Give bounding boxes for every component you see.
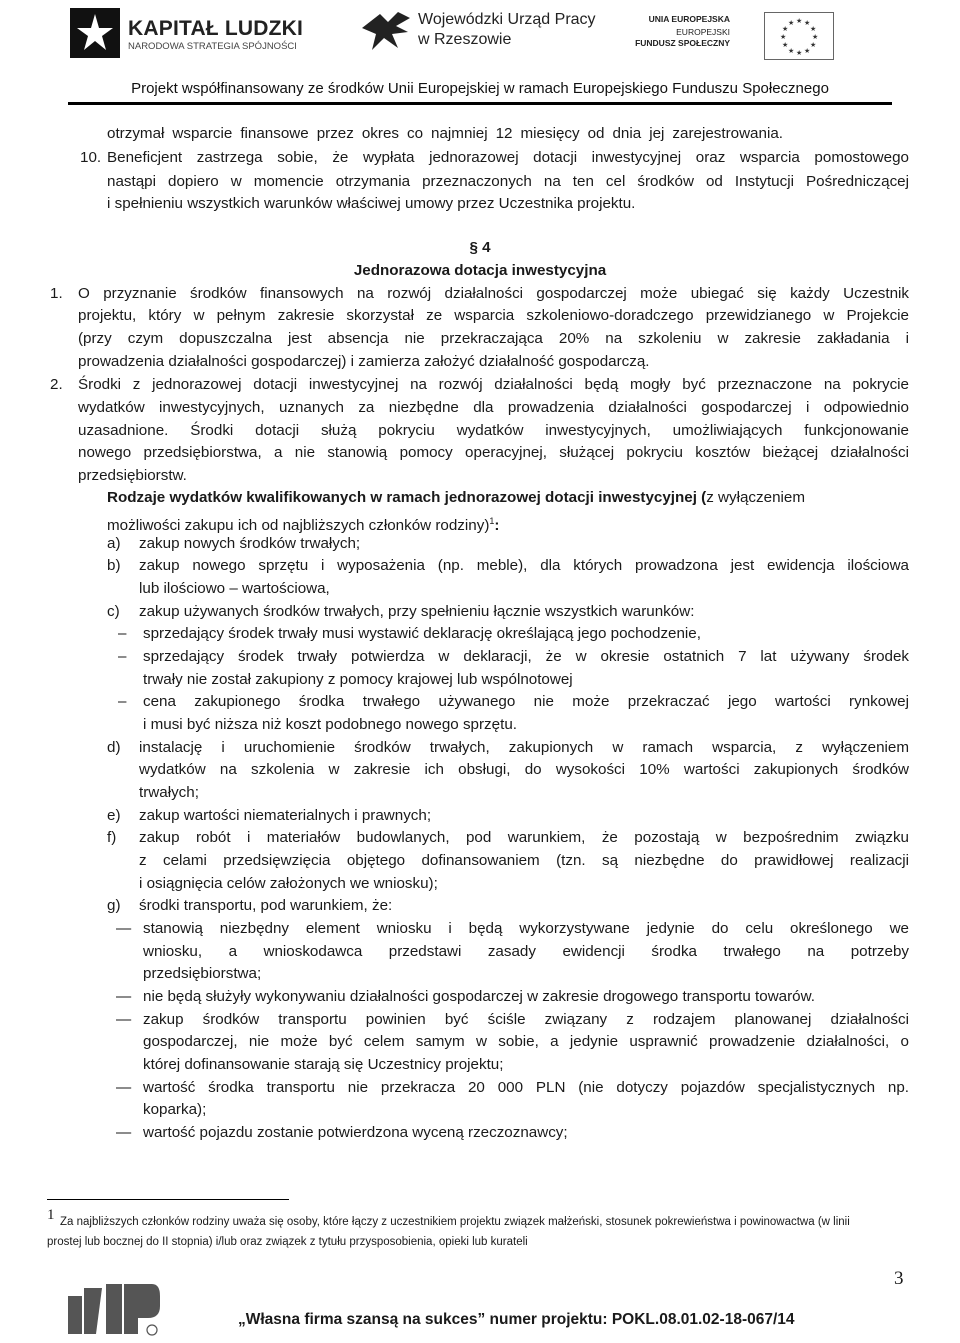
- item-d-line3: trwałych;: [139, 784, 199, 801]
- paragraph-1-line4: prowadzenia działalności gospodarczej) i zamierza założyć działalność gospodarczą.: [78, 353, 650, 370]
- item-g-dash4-line2: koparka);: [143, 1101, 207, 1118]
- item-c-dash2-line2: trwały nie został zakupiony z pomocy krajowej lub wspólnotowej: [143, 671, 573, 688]
- page-number: 3: [894, 1268, 904, 1289]
- item-c-dash2-marker: –: [118, 648, 127, 665]
- item-g-dash1-marker: —: [116, 920, 132, 937]
- item-e-label: e): [107, 807, 121, 824]
- item-f-line2: z celami przedsięwzięcia objętego dofinansowaniem (tzn. są niezbędne do prawidłowej realizacji: [139, 852, 909, 869]
- item-g-dash1-line3: przedsiębiorstwa;: [143, 965, 262, 982]
- paragraph-1-number: 1.: [50, 285, 63, 302]
- item-d-line1: instalację i uruchomienie środków trwałych, zakupionych w ramach wsparcia, z wyłączeniem: [139, 739, 909, 756]
- item-c-dash3-marker: –: [118, 693, 127, 710]
- paragraph-2-line5: przedsiębiorstw.: [78, 467, 187, 484]
- item-d-label: d): [107, 739, 121, 756]
- eu-line2: EUROPEJSKI: [676, 27, 730, 37]
- project-cofinancing-line: Projekt współfinansowany ze środków Unii Europejskiej w ramach Europejskiego Funduszu Społecznego: [131, 80, 829, 97]
- paragraph-2-line2: wydatków inwestycyjnych, uznanych za niezbędne dla prowadzenia działalności gospodarczej i odpowiednio: [78, 399, 909, 416]
- wup-name-line1: Wojewódzki Urząd Pracy: [418, 11, 596, 28]
- kapital-ludzki-subtitle: NARODOWA STRATEGIA SPÓJNOŚCI: [128, 41, 297, 52]
- item-c-dash2-line1: sprzedający środek trwały potwierdza w deklaracji, że w okresie ostatnich 7 lat używany środek: [143, 648, 909, 665]
- footnote-divider: [47, 1199, 289, 1200]
- kinds-heading-line2: [107, 511, 499, 536]
- svg-text:★: ★: [788, 47, 795, 55]
- svg-text:★: ★: [804, 19, 811, 27]
- item-c-line1: zakup używanych środków trwałych, przy spełnieniu łącznie wszystkich warunków:: [139, 603, 695, 620]
- paragraph-2-line4: nowego przedsiębiorstwa, a nie stanowią pomocy operacyjnej, służącej pokryciu kosztów bieżącej działalności: [78, 444, 909, 461]
- svg-text:★: ★: [796, 49, 803, 57]
- svg-text:★: ★: [796, 17, 803, 25]
- footnote-reference[interactable]: 1: [489, 516, 495, 526]
- paragraph-1-line1: O przyznanie środków finansowych na rozwój działalności gospodarczej może ubiegać się każdy Uczestnik: [78, 285, 909, 302]
- item-g-dash3-line2: gospodarczej, nie może być celem samym w sobie, a jedynie usprawnić prowadzenie działalności, o: [143, 1033, 909, 1050]
- item-g-dash4-marker: —: [116, 1079, 132, 1096]
- kinds-heading-bold: Rodzaje wydatków kwalifikowanych w ramach jednorazowej dotacji inwestycyjnej (: [107, 489, 707, 506]
- svg-text:★: ★: [810, 41, 817, 49]
- kinds-heading-line1: [107, 488, 805, 508]
- paragraph-1-line2: projektu, który w pełnym zakresie skorzystał ze wsparcia szkoleniowo-doradczego przewidzianego w Projekcie: [78, 307, 909, 324]
- item-g-label: g): [107, 897, 121, 914]
- section-number: § 4: [469, 239, 491, 256]
- svg-text:★: ★: [804, 47, 811, 55]
- svg-text:★: ★: [782, 25, 789, 33]
- kinds-heading-rest: z wyłączeniem: [706, 489, 805, 506]
- item-f-line3: i osiągnięcia celów założonych we wniosku);: [139, 875, 438, 892]
- paragraph-2-number: 2.: [50, 376, 63, 393]
- item-a-line1: zakup nowych środków trwałych;: [139, 535, 361, 552]
- kinds-heading-text: możliwości zakupu ich od najbliższych członków rodziny): [107, 517, 490, 535]
- item-g-dash3-line1: zakup środków transportu powinien być ściśle związany z rodzajem planowanej działalności: [143, 1011, 909, 1028]
- svg-text:★: ★: [780, 33, 787, 41]
- eu-line1: UNIA EUROPEJSKA: [648, 14, 730, 24]
- item-e-line1: zakup wartości niematerialnych i prawnych;: [139, 807, 432, 824]
- intro-line: otrzymał wsparcie finansowe przez okres co najmniej 12 miesięcy od dnia jej zarejestrowania.: [107, 125, 783, 142]
- item-g-dash2-marker: —: [116, 988, 132, 1005]
- item-10-number: 10.: [80, 149, 102, 166]
- project-slogan: „Własna firma szansą na sukces” numer projektu: POKL.08.01.02-18-067/14: [238, 1311, 795, 1328]
- item-g-dash3-line3: której dofinansowanie starają się Uczestnicy projektu;: [143, 1056, 504, 1073]
- item-g-dash2-line1: nie będą służyły wykonywaniu działalności gospodarczej w zakresie drogowego transportu towarów.: [143, 988, 815, 1005]
- item-g-dash5-marker: —: [116, 1124, 132, 1141]
- item-a-label: a): [107, 535, 121, 552]
- item-b-line2: lub ilościowo – wartościowa,: [139, 580, 330, 597]
- item-10-line3: i spełnieniu wszystkich warunków właściwej umowy przez Uczestnika projektu.: [107, 195, 636, 212]
- paragraph-2-line1: Środki z jednorazowej dotacji inwestycyjnej na rozwój działalności będą mogły być przeznaczone na pokrycie: [78, 376, 909, 393]
- footnote-line2: prostej lub bocznej do II stopnia) i/lub oraz związek z tytułu przysposobienia, opieki lub kurateli: [47, 1236, 528, 1248]
- paragraph-2-line3: uzasadnione. Środki dotacji służą pokryciu wydatków inwestycyjnych, umożliwiających funkcjonowanie: [78, 422, 909, 439]
- item-g-dash3-marker: —: [116, 1011, 132, 1028]
- wup-name-line2: w Rzeszowie: [418, 31, 512, 48]
- item-g-dash1-line1: stanowią niezbędny element wniosku i będą wykorzystywane jedynie do celu określonego we: [143, 920, 909, 937]
- item-f-label: f): [107, 829, 117, 846]
- kinds-heading-colon: :: [494, 517, 500, 535]
- item-g-dash5-line1: wartość pojazdu zostanie potwierdzona wyceną rzeczoznawcy;: [143, 1124, 568, 1141]
- item-c-dash3-line2: i musi być niższa niż koszt podobnego nowego sprzętu.: [143, 716, 517, 733]
- eu-line3: FUNDUSZ SPOŁECZNY: [635, 38, 730, 48]
- item-c-label: c): [107, 603, 120, 620]
- item-c-dash1-marker: –: [118, 625, 127, 642]
- item-c-dash1: sprzedający środek trwały musi wystawić deklarację określającą jego pochodzenie,: [143, 625, 701, 642]
- project-logo-icon: [66, 1278, 162, 1340]
- item-c-dash3-line1: cena zakupionego środka trwałego używanego nie może przekraczać jego wartości rynkowej: [143, 693, 909, 710]
- item-10-line2: nastąpi dopiero w momencie otrzymania przeznaczonych na ten cel środków od Instytucji Pośredniczącej: [107, 173, 909, 190]
- item-d-line2: wydatków na szkolenia w zakresie ich obsługi, do wysokości 10% wartości zakupionych środków: [139, 761, 909, 778]
- footnote-line1: Za najbliższych członków rodziny uważa się osoby, które łączy z uczestnikiem projektu związek małżeński, stosunek pokrewieństwa i powinowactwa (w linii: [60, 1216, 850, 1228]
- svg-text:★: ★: [788, 19, 795, 27]
- svg-text:★: ★: [810, 25, 817, 33]
- kapital-ludzki-title: KAPITAŁ LUDZKI: [128, 17, 304, 40]
- footnote-mark: 1: [47, 1207, 55, 1223]
- item-10-line1: Beneficjent zastrzega sobie, że wypłata jednorazowej dotacji inwestycyjnej oraz wsparcia pomostowego: [107, 149, 909, 166]
- item-b-line1: zakup nowego sprzętu i wyposażenia (np. meble), dla których prowadzona jest ewidencja ilościowa: [139, 557, 909, 574]
- svg-text:★: ★: [812, 33, 819, 41]
- svg-text:★: ★: [782, 41, 789, 49]
- item-g-dash1-line2: wniosku, a wnioskodawca przedstawi zasady ewidencji środka trwałego na potrzeby: [143, 943, 909, 960]
- section-title: Jednorazowa dotacja inwestycyjna: [353, 262, 607, 279]
- item-g-line1: środki transportu, pod warunkiem, że:: [139, 897, 393, 914]
- paragraph-1-line3: (przy czym dopuszczalna jest absencja nie przekraczająca 20% na szkoleniu w zakresie zakładania i: [78, 330, 909, 347]
- item-b-label: b): [107, 557, 121, 574]
- item-f-line1: zakup robót i materiałów budowlanych, pod warunkiem, że pozostają w bezpośrednim związku: [139, 829, 909, 846]
- item-g-dash4-line1: wartość środka transportu nie przekracza 20 000 PLN (nie dotyczy pojazdów specjalistycznych np.: [143, 1079, 909, 1096]
